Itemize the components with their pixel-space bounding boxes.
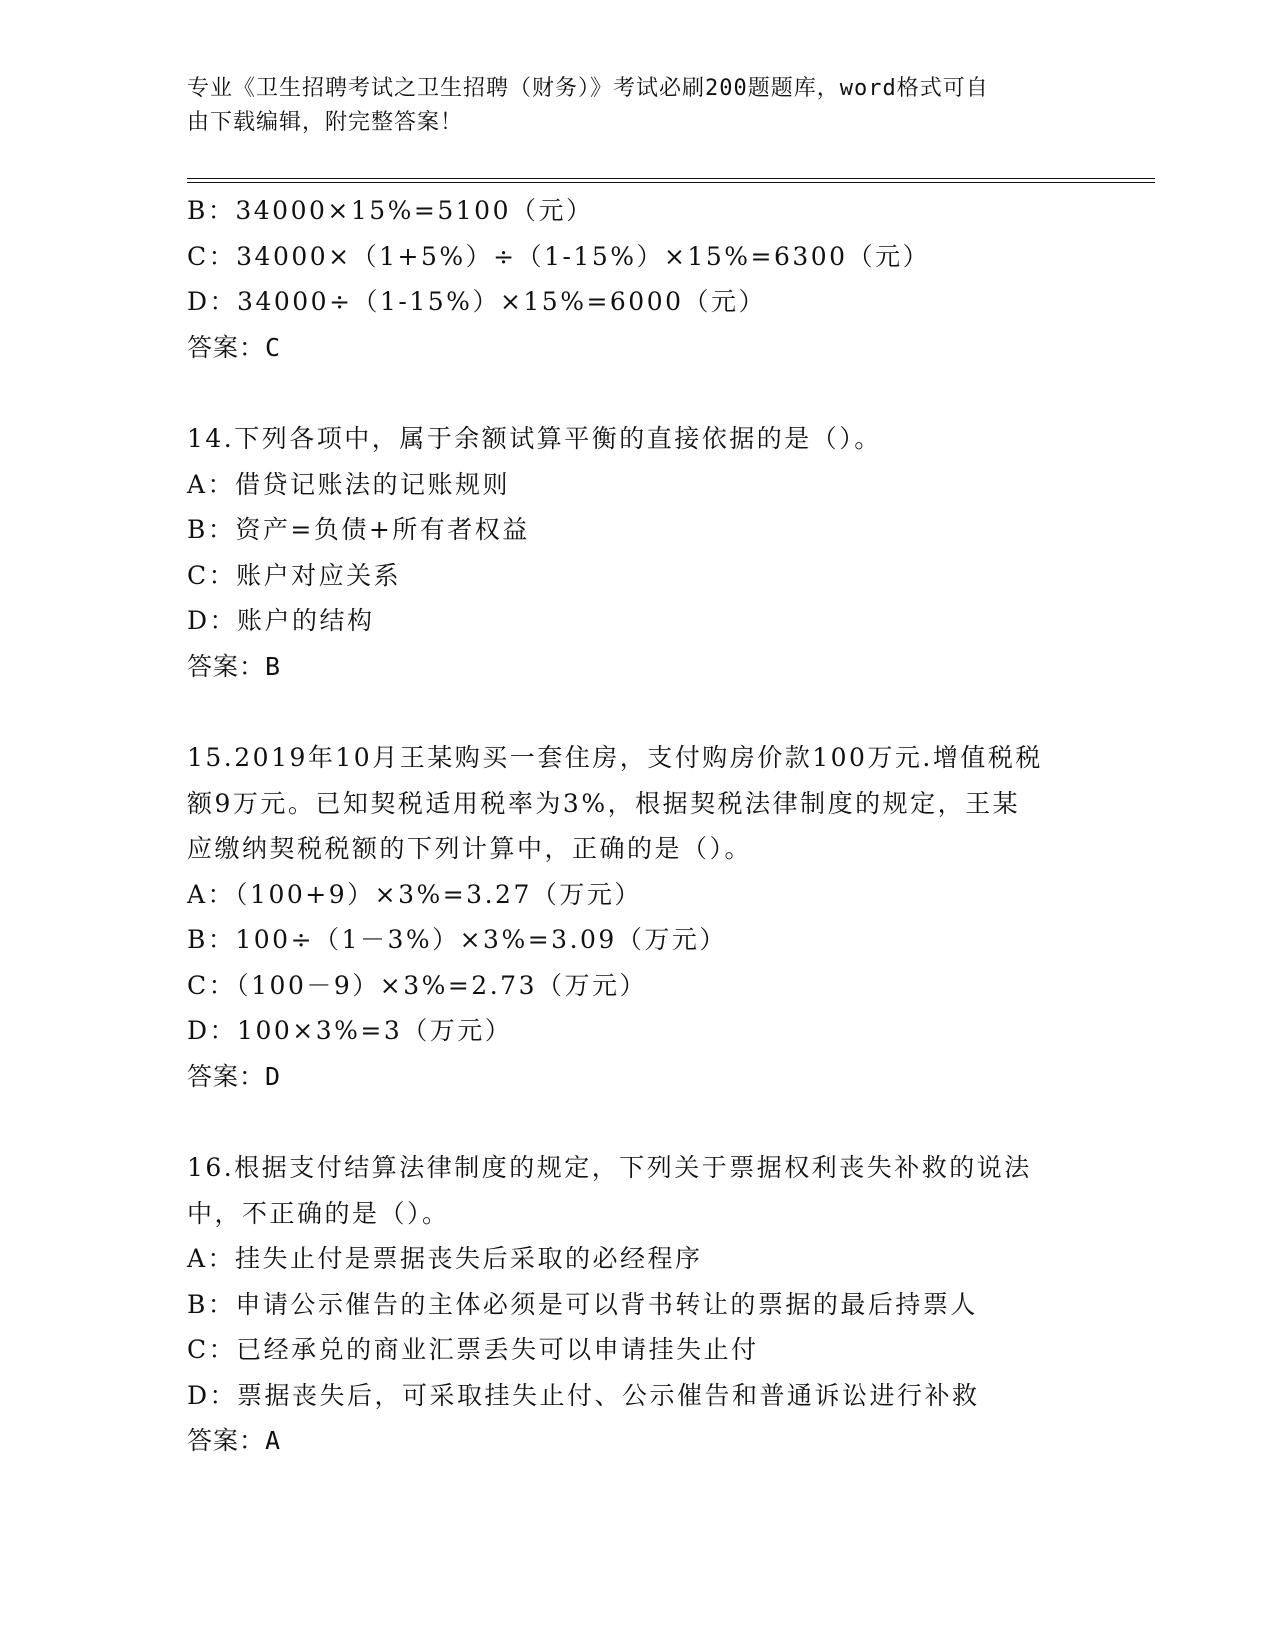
option-c: C：34000×（1+5%）÷（1-15%）×15%=6300（元）	[187, 241, 931, 271]
spacer	[187, 689, 1087, 735]
option-b: B：资产=负债+所有者权益	[187, 515, 530, 544]
question-stem-line: 应缴纳契税税额的下列计算中，正确的是（）。	[187, 834, 753, 863]
header-line-2: 由下载编辑，附完整答案！	[187, 110, 464, 135]
answer-line: 答案：A	[187, 1426, 282, 1455]
option-c: C：账户对应关系	[187, 560, 402, 590]
question-stem-line: 15.2019年10月王某购买一套住房，支付购房价款100万元.增值税税	[187, 743, 1043, 772]
question-15	[187, 735, 1087, 1099]
option-b: B：34000×15%=5100（元）	[187, 196, 594, 225]
option-b: B：100÷（1－3%）×3%=3.09（万元）	[187, 925, 727, 954]
spacer	[187, 370, 1087, 416]
option-c: C：（100－9）×3%=2.73（万元）	[187, 970, 647, 1000]
header-divider-top	[187, 178, 1155, 179]
option-a: A：借贷记账法的记账规则	[187, 469, 511, 499]
answer-line: 答案：B	[187, 651, 282, 681]
header-divider-bottom	[187, 182, 1155, 183]
option-a: A：挂失止付是票据丧失后采取的必经程序	[187, 1244, 703, 1273]
question-16	[187, 1145, 1087, 1464]
question-stem: 14.下列各项中，属于余额试算平衡的直接依据的是（）。	[187, 424, 882, 453]
option-d: D：票据丧失后，可采取挂失止付、公示催告和普通诉讼进行补救	[187, 1380, 980, 1410]
question-list	[187, 188, 1087, 1464]
option-b: B：申请公示催告的主体必须是可以背书转让的票据的最后持票人	[187, 1289, 978, 1319]
question-stem-line: 16.根据支付结算法律制度的规定，下列关于票据权利丧失补救的说法	[187, 1153, 1032, 1182]
question-13-continuation	[187, 188, 1087, 370]
option-d: D：账户的结构	[187, 606, 375, 635]
document-header	[187, 72, 1067, 140]
option-d: D：34000÷（1-15%）×15%=6000（元）	[187, 287, 767, 316]
answer-line: 答案：C	[187, 332, 282, 362]
option-d: D：100×3%=3（万元）	[187, 1016, 513, 1045]
option-c: C：已经承兑的商业汇票丢失可以申请挂失止付	[187, 1335, 759, 1364]
option-a: A：（100+9）×3%=3.27（万元）	[187, 879, 642, 909]
spacer	[187, 1099, 1087, 1145]
answer-line: 答案：D	[187, 1061, 282, 1091]
question-stem-line: 额9万元。已知契税适用税率为3%，根据契税法律制度的规定，王某	[187, 788, 1021, 818]
header-line-1: 专业《卫生招聘考试之卫生招聘（财务）》考试必刷200题题库，word格式可自	[187, 76, 989, 101]
question-14	[187, 416, 1087, 689]
question-stem-line: 中，不正确的是（）。	[187, 1198, 450, 1228]
